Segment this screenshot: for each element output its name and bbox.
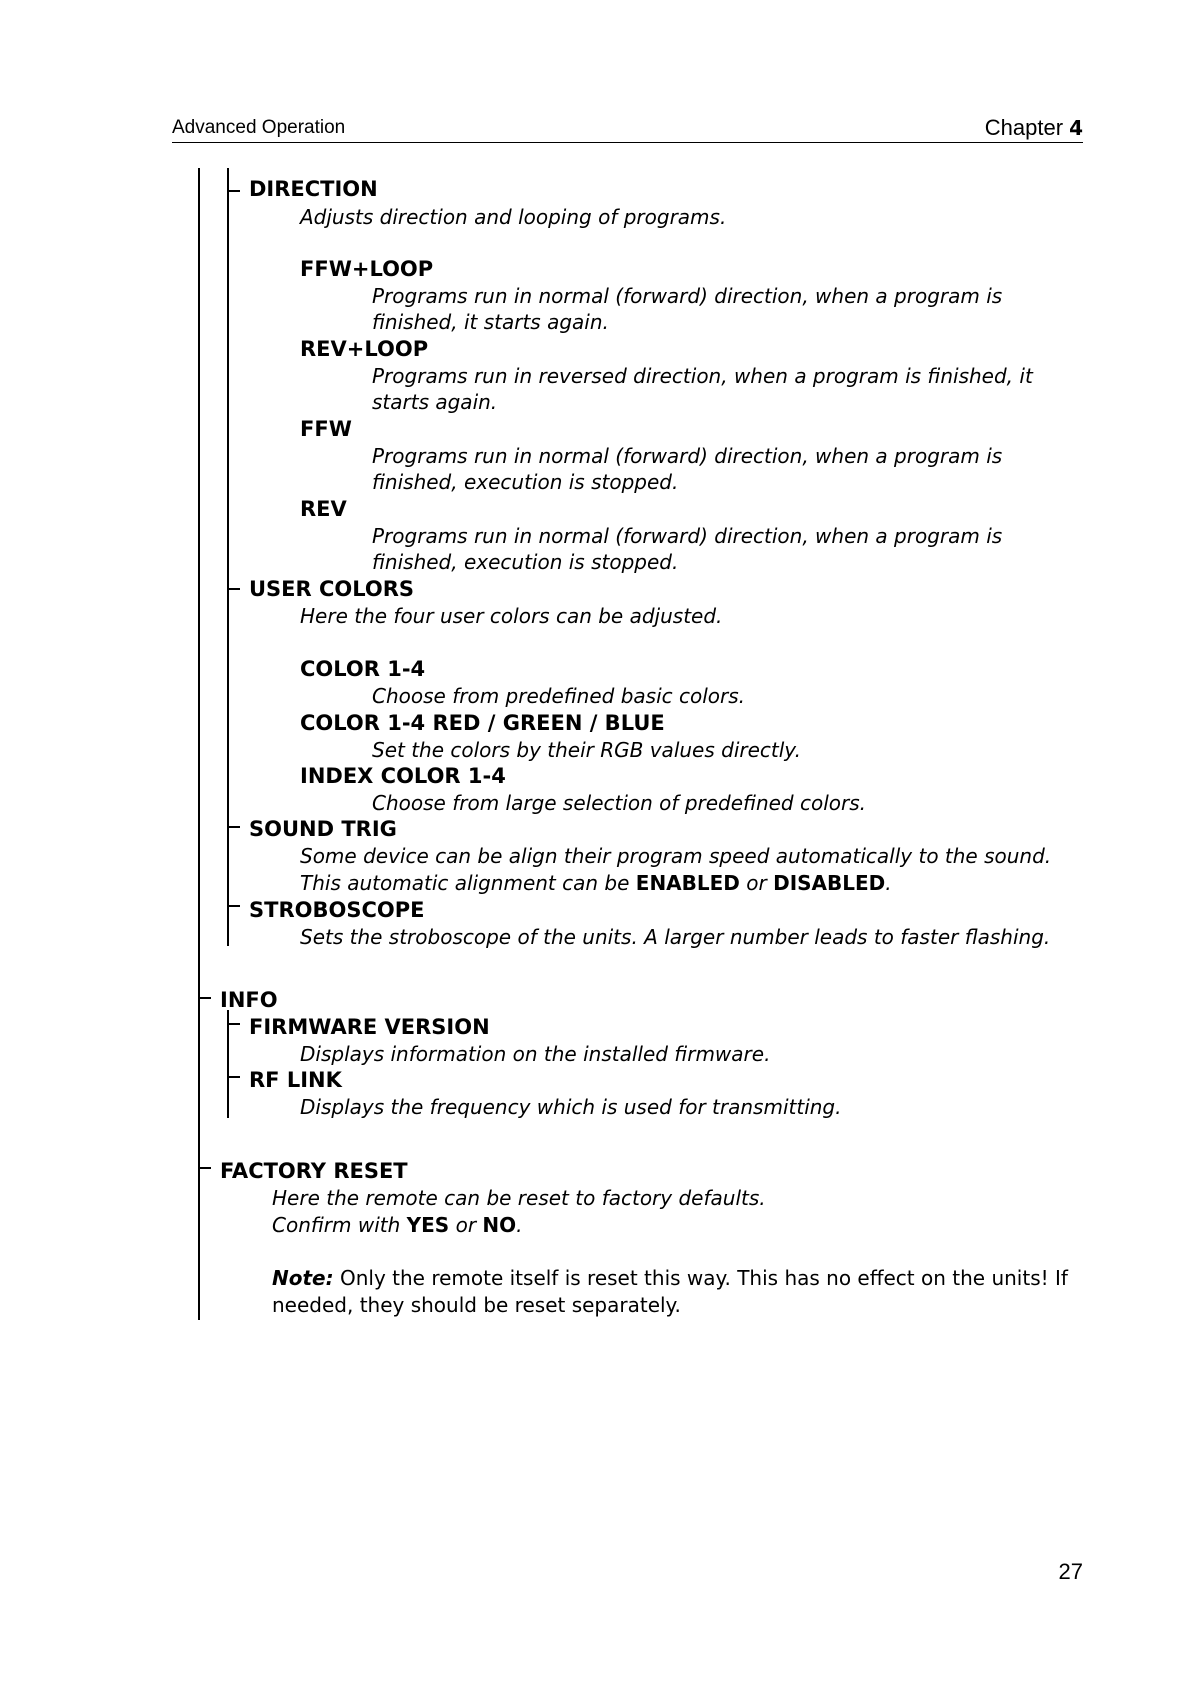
- index-color-desc: Choose from large selection of predefined colors.: [372, 791, 867, 815]
- confirm-period: .: [516, 1213, 523, 1237]
- running-header-chapter: [985, 115, 1083, 141]
- rev-desc-line1: Programs run in normal (forward) direction, when a program is: [372, 524, 1003, 548]
- user-colors-heading: USER COLORS: [249, 577, 415, 601]
- tree-tick-direction: [228, 190, 240, 192]
- tree-line-info: [227, 1010, 229, 1118]
- stroboscope-description: Sets the stroboscope of the units. A larger number leads to faster flashing.: [300, 925, 1051, 949]
- ffw-desc-line2: finished, execution is stopped.: [372, 470, 679, 494]
- tree-tick-firmware: [228, 1023, 240, 1025]
- rf-link-desc: Displays the frequency which is used for transmitting.: [300, 1095, 842, 1119]
- rf-link-heading: RF LINK: [249, 1068, 342, 1092]
- ffw-desc-line1: Programs run in normal (forward) direction, when a program is: [372, 444, 1003, 468]
- tree-tick-user-colors: [228, 588, 240, 590]
- ffw-loop-desc-line1: Programs run in normal (forward) direction, when a program is: [372, 284, 1003, 308]
- tree-tick-rf-link: [228, 1076, 240, 1078]
- confirm-text: Confirm with: [272, 1213, 407, 1237]
- tree-tick-sound-trig: [228, 826, 240, 828]
- or-text: or: [739, 871, 774, 895]
- rev-loop-heading: REV+LOOP: [300, 337, 429, 361]
- ffw-loop-heading: FFW+LOOP: [300, 257, 434, 281]
- info-heading: INFO: [220, 988, 278, 1012]
- chapter-number: 4: [1069, 116, 1083, 140]
- color-1-4-heading: COLOR 1-4: [300, 657, 426, 681]
- period: .: [885, 871, 892, 895]
- rev-heading: REV: [300, 497, 347, 521]
- rev-desc-line2: finished, execution is stopped.: [372, 550, 679, 574]
- direction-heading: DIRECTION: [249, 177, 378, 201]
- tree-line-outer: [198, 168, 200, 1320]
- ffw-loop-desc-line2: finished, it starts again.: [372, 310, 609, 334]
- note-line2: needed, they should be reset separately.: [272, 1293, 681, 1317]
- confirm-or-text: or: [449, 1213, 483, 1237]
- note-line1: [272, 1266, 1068, 1290]
- tree-tick-stroboscope: [228, 905, 240, 907]
- stroboscope-heading: STROBOSCOPE: [249, 898, 425, 922]
- tree-tick-factory-reset: [199, 1167, 211, 1169]
- tree-line-settings: [227, 168, 229, 946]
- user-colors-description: Here the four user colors can be adjusted.: [300, 604, 723, 628]
- sound-trig-heading: SOUND TRIG: [249, 817, 397, 841]
- firmware-version-heading: FIRMWARE VERSION: [249, 1015, 490, 1039]
- color-1-4-desc: Choose from predefined basic colors.: [372, 684, 746, 708]
- page-number: 27: [1058, 1559, 1083, 1584]
- rev-loop-desc-line2: starts again.: [372, 390, 498, 414]
- header-rule: [172, 142, 1083, 143]
- running-header-section: Advanced Operation: [172, 117, 346, 138]
- tree-tick-info: [199, 997, 211, 999]
- color-rgb-heading: COLOR 1-4 RED / GREEN / BLUE: [300, 711, 665, 735]
- sound-trig-desc-line2: [300, 871, 892, 895]
- firmware-version-desc: Displays information on the installed firmware.: [300, 1042, 771, 1066]
- rev-loop-desc-line1: Programs run in reversed direction, when a program is finished, it: [372, 364, 1033, 388]
- chapter-label: Chapter: [984, 115, 1064, 140]
- direction-description: Adjusts direction and looping of programs.: [300, 205, 727, 229]
- factory-reset-heading: FACTORY RESET: [220, 1159, 408, 1183]
- factory-reset-desc-line1: Here the remote can be reset to factory defaults.: [272, 1186, 766, 1210]
- sound-trig-desc-line1: Some device can be align their program speed automatically to the sound.: [300, 844, 1052, 868]
- no-keyword: NO: [482, 1213, 517, 1237]
- yes-keyword: YES: [406, 1213, 450, 1237]
- sound-trig-line2-text: This automatic alignment can be: [300, 871, 636, 895]
- disabled-keyword: DISABLED: [773, 871, 886, 895]
- factory-reset-confirm: [272, 1213, 523, 1237]
- index-color-heading: INDEX COLOR 1-4: [300, 764, 506, 788]
- ffw-heading: FFW: [300, 417, 352, 441]
- enabled-keyword: ENABLED: [635, 871, 740, 895]
- note-label: Note:: [272, 1266, 334, 1290]
- note-text-line1: Only the remote itself is reset this way. This has no effect on the units! If: [333, 1266, 1068, 1290]
- color-rgb-desc: Set the colors by their RGB values directly.: [372, 738, 801, 762]
